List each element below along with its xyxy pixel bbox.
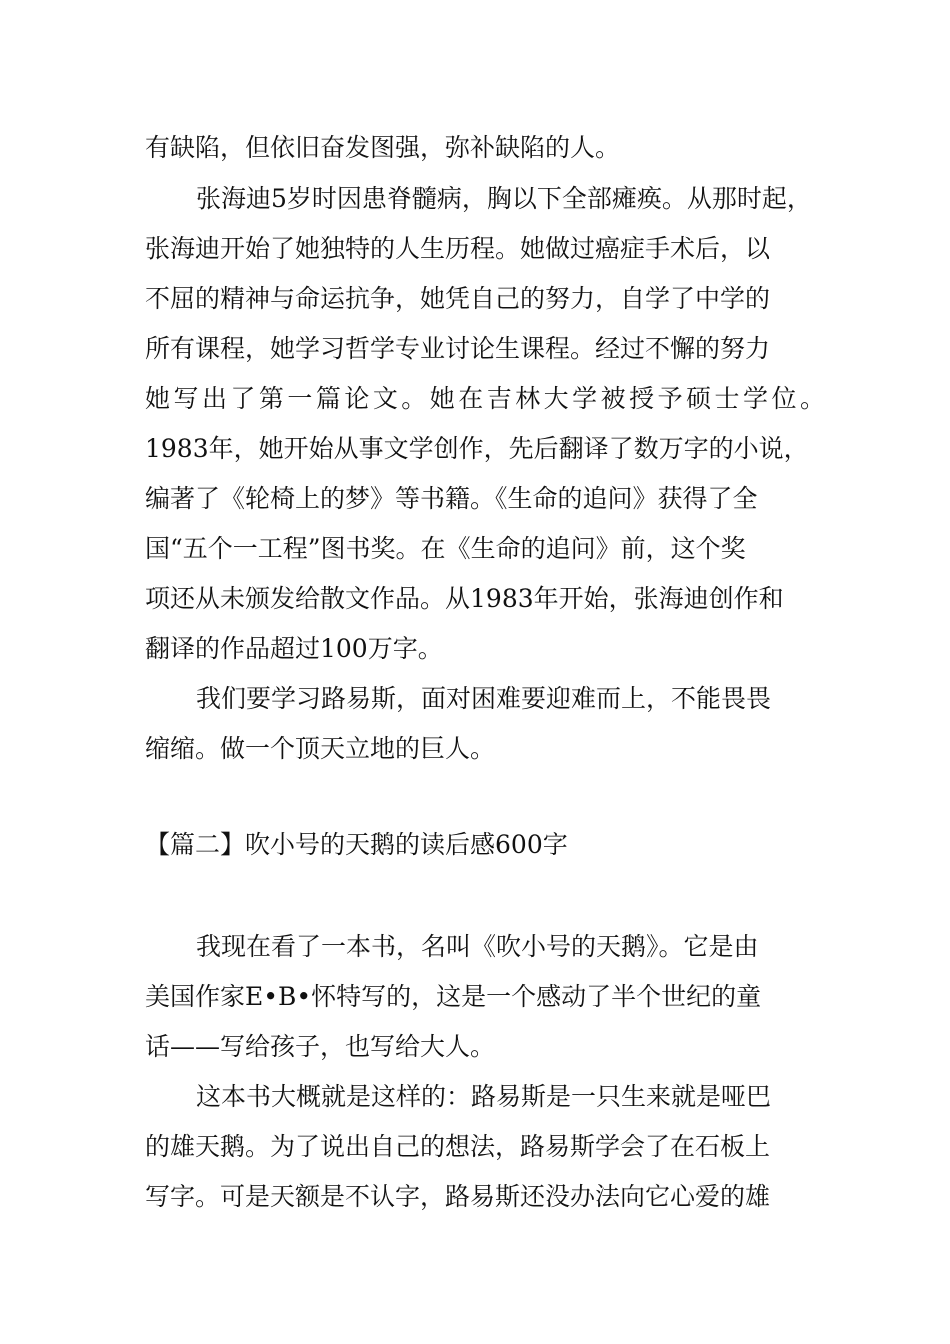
paragraph-line: 我们要学习路易斯，面对困难要迎难而上，不能畏畏: [196, 684, 772, 713]
paragraph-line: 编著了《轮椅上的梦》等书籍。《生命的追问》获得了全: [145, 484, 758, 513]
paragraph-line: 的雄天鹅。为了说出自己的想法，路易斯学会了在石板上: [145, 1132, 771, 1161]
paragraph-line: 缩缩。做一个顶天立地的巨人。: [145, 734, 496, 763]
paragraph-line: 这本书大概就是这样的：路易斯是一只生来就是哑巴: [196, 1082, 772, 1111]
paragraph-line: 美国作家E•B•怀特写的，这是一个感动了半个世纪的童: [145, 982, 762, 1011]
paragraph-line: 写字。可是天额是不认字，路易斯还没办法向它心爱的雄: [145, 1182, 771, 1211]
paragraph-line: 所有课程，她学习哲学专业讨论生课程。经过不懈的努力: [145, 334, 771, 363]
paragraph-line: 话——写给孩子，也写给大人。: [145, 1032, 496, 1061]
paragraph-line: 我现在看了一本书，名叫《吹小号的天鹅》。它是由: [196, 932, 759, 961]
paragraph-line: 翻译的作品超过100万字。: [145, 634, 443, 663]
paragraph-line: 她写出了第一篇论文。她在吉林大学被授予硕士学位。: [145, 384, 825, 413]
paragraph-line: 张海迪5岁时因患脊髓病，胸以下全部瘫痪。从那时起，: [196, 184, 812, 213]
paragraph-line: 国“五个一工程”图书奖。在《生命的追问》前，这个奖: [145, 534, 746, 563]
paragraph-line: 张海迪开始了她独特的人生历程。她做过癌症手术后，以: [145, 234, 771, 263]
paragraph-line: 有缺陷，但依旧奋发图强，弥补缺陷的人。: [145, 133, 621, 162]
paragraph-line: 不屈的精神与命运抗争，她凭自己的努力，自学了中学的: [145, 284, 771, 313]
paragraph-line: 1983年，她开始从事文学创作，先后翻译了数万字的小说，: [145, 434, 809, 463]
paragraph-line: 项还从未颁发给散文作品。从1983年开始，张海迪创作和: [145, 584, 784, 613]
section-heading: 【篇二】吹小号的天鹅的读后感600字: [145, 830, 568, 859]
